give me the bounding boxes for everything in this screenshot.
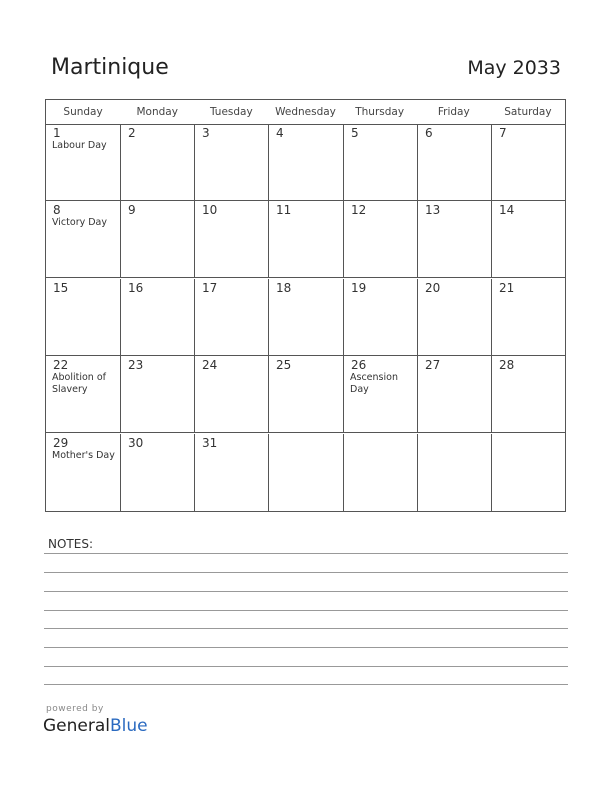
calendar-day-cell — [492, 279, 566, 355]
weekday-tuesday: Tuesday — [209, 106, 253, 118]
holiday-label: Victory Day — [52, 217, 107, 228]
holiday-label: Labour Day — [52, 140, 107, 151]
calendar-week-row — [46, 279, 565, 356]
calendar-day-cell — [418, 124, 492, 200]
weekday-monday: Monday — [136, 106, 178, 118]
day-number: 7 — [499, 126, 507, 140]
calendar-day-cell — [344, 279, 418, 355]
calendar-day-cell — [269, 201, 344, 277]
weekday-sunday: Sunday — [63, 106, 103, 118]
brand-blue: Blue — [110, 716, 148, 736]
note-line — [44, 628, 568, 629]
calendar-day-cell — [418, 201, 492, 277]
day-number: 18 — [276, 281, 292, 295]
note-line — [44, 591, 568, 592]
calendar-day-cell — [46, 356, 121, 432]
day-number: 9 — [128, 203, 136, 217]
day-number: 13 — [425, 203, 441, 217]
day-number: 10 — [202, 203, 218, 217]
notes-label: NOTES: — [48, 537, 93, 551]
calendar-country-title: Martinique — [51, 55, 169, 80]
calendar-day-cell — [269, 124, 344, 200]
day-number: 28 — [499, 358, 515, 372]
generalblue-logo — [43, 716, 148, 736]
day-number: 1 — [53, 126, 61, 140]
day-number: 27 — [425, 358, 441, 372]
calendar-day-cell — [492, 434, 566, 511]
day-number: 23 — [128, 358, 144, 372]
calendar-day-cell — [46, 124, 121, 200]
day-number: 5 — [351, 126, 359, 140]
calendar-day-cell — [195, 434, 269, 511]
calendar-day-cell — [344, 201, 418, 277]
calendar-day-cell — [121, 434, 195, 511]
calendar-day-cell — [344, 124, 418, 200]
calendar-grid — [45, 99, 566, 512]
day-number: 12 — [351, 203, 367, 217]
day-number: 15 — [53, 281, 69, 295]
calendar-day-cell — [46, 279, 121, 355]
calendar-month-year: May 2033 — [467, 57, 561, 79]
calendar-day-cell — [418, 434, 492, 511]
calendar-day-cell — [269, 434, 344, 511]
day-number: 31 — [202, 436, 218, 450]
note-line — [44, 553, 568, 554]
calendar-day-cell — [195, 279, 269, 355]
calendar-day-cell — [121, 124, 195, 200]
calendar-week-row — [46, 434, 565, 511]
calendar-day-cell — [492, 356, 566, 432]
calendar-day-cell — [344, 434, 418, 511]
day-number: 29 — [53, 436, 69, 450]
calendar-day-cell — [418, 356, 492, 432]
calendar-day-cell — [269, 279, 344, 355]
note-line — [44, 684, 568, 685]
calendar-day-cell — [344, 356, 418, 432]
day-number: 16 — [128, 281, 144, 295]
calendar-day-cell — [492, 201, 566, 277]
weekday-thursday: Thursday — [355, 106, 405, 118]
day-number: 24 — [202, 358, 218, 372]
calendar-day-cell — [121, 356, 195, 432]
calendar-day-cell — [195, 356, 269, 432]
holiday-label: Ascension Day — [350, 372, 398, 395]
brand-general: General — [43, 716, 110, 736]
day-number: 25 — [276, 358, 292, 372]
calendar-day-cell — [46, 201, 121, 277]
weekday-saturday: Saturday — [504, 106, 552, 118]
weekday-friday: Friday — [437, 106, 470, 118]
day-number: 11 — [276, 203, 292, 217]
weekday-header — [46, 100, 565, 125]
holiday-label: Abolition of Slavery — [52, 372, 106, 395]
day-number: 17 — [202, 281, 218, 295]
day-number: 30 — [128, 436, 144, 450]
day-number: 6 — [425, 126, 433, 140]
note-line — [44, 610, 568, 611]
powered-by-text: powered by — [46, 704, 104, 714]
day-number: 4 — [276, 126, 284, 140]
calendar-day-cell — [195, 201, 269, 277]
note-line — [44, 666, 568, 667]
day-number: 14 — [499, 203, 515, 217]
calendar-day-cell — [121, 279, 195, 355]
holiday-label: Mother's Day — [52, 450, 115, 461]
calendar-week-row — [46, 124, 565, 201]
day-number: 20 — [425, 281, 441, 295]
weekday-wednesday: Wednesday — [275, 106, 336, 118]
calendar-day-cell — [121, 201, 195, 277]
note-line — [44, 572, 568, 573]
calendar-day-cell — [269, 356, 344, 432]
calendar-day-cell — [492, 124, 566, 200]
day-number: 22 — [53, 358, 69, 372]
day-number: 19 — [351, 281, 367, 295]
day-number: 3 — [202, 126, 210, 140]
day-number: 2 — [128, 126, 136, 140]
calendar-week-row — [46, 356, 565, 433]
day-number: 26 — [351, 358, 367, 372]
note-line — [44, 647, 568, 648]
calendar-week-row — [46, 201, 565, 278]
calendar-day-cell — [418, 279, 492, 355]
calendar-day-cell — [46, 434, 121, 511]
day-number: 21 — [499, 281, 515, 295]
day-number: 8 — [53, 203, 61, 217]
calendar-days — [46, 124, 565, 512]
calendar-day-cell — [195, 124, 269, 200]
